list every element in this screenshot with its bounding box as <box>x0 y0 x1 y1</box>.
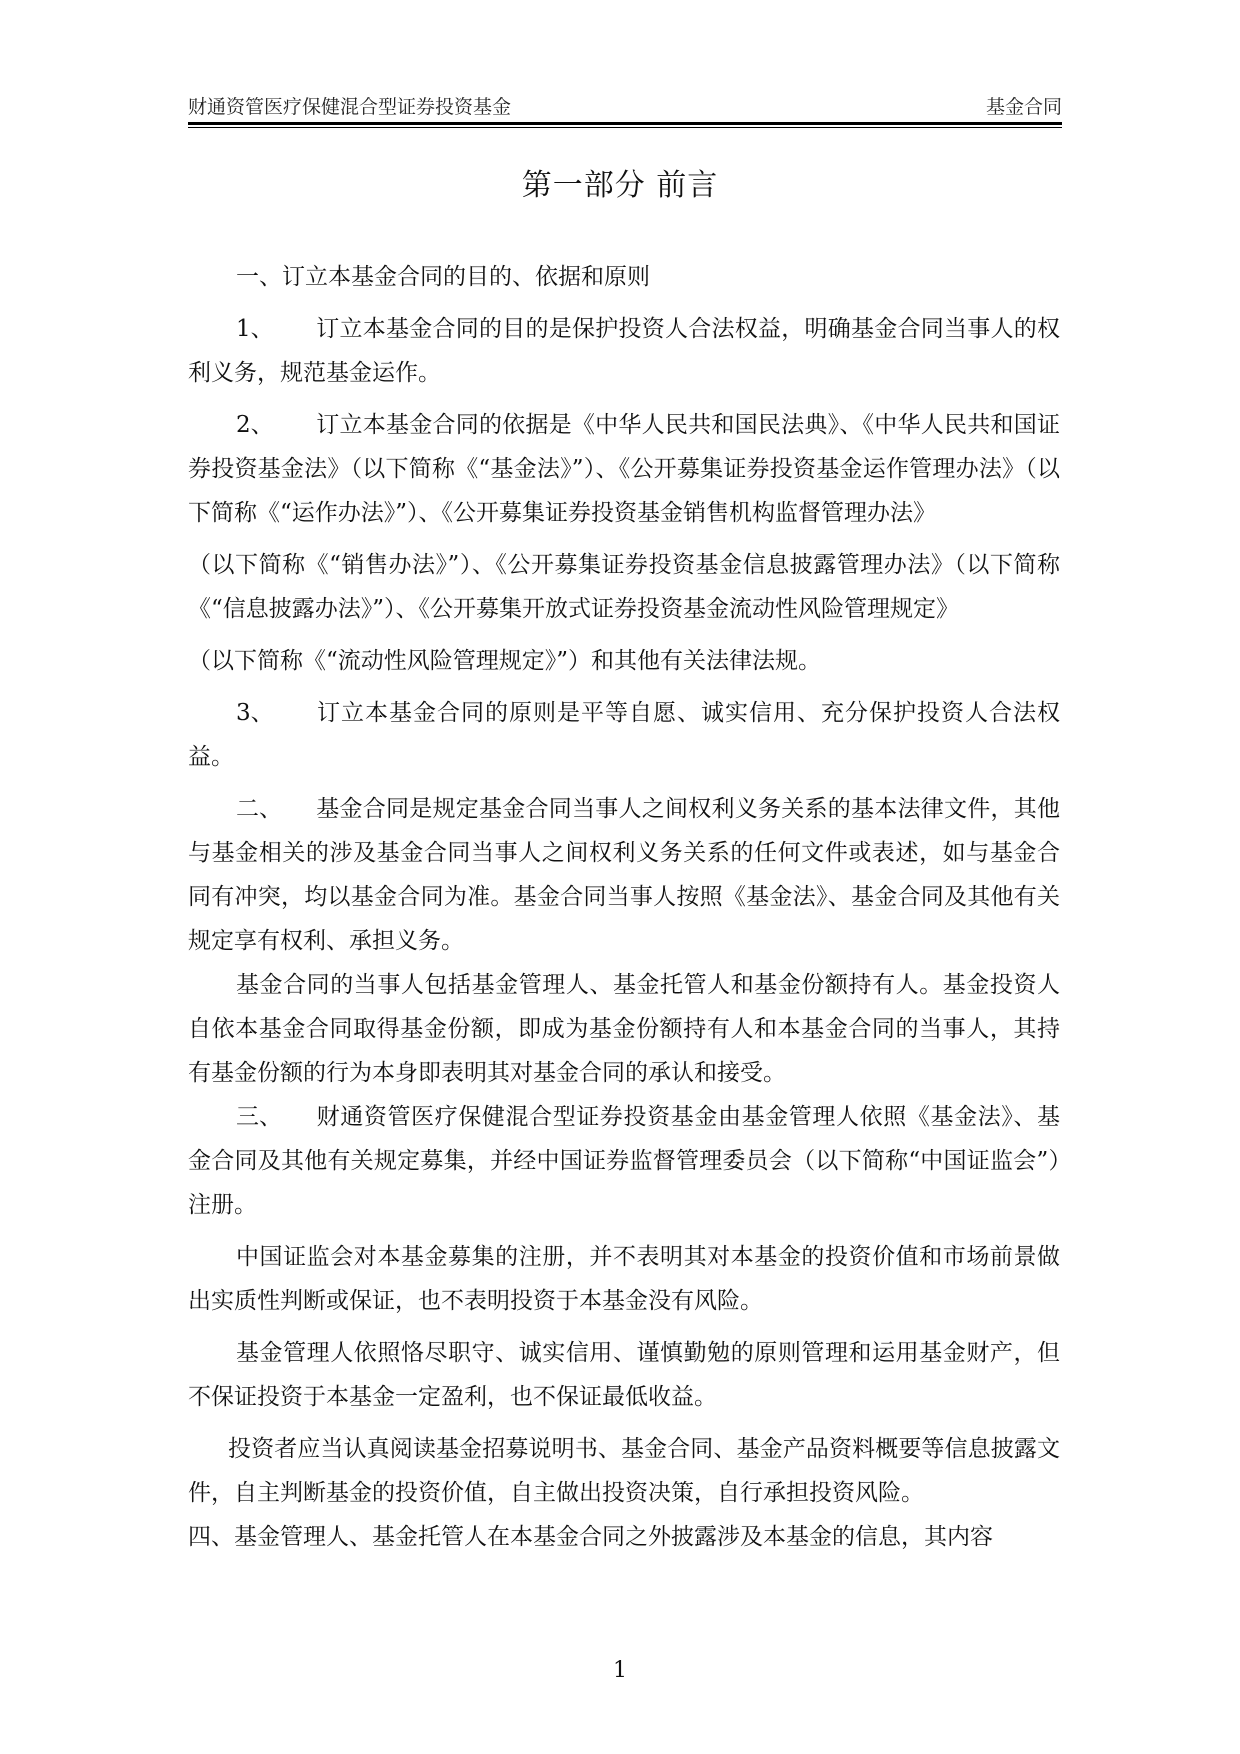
para-contract-basis <box>188 787 1060 963</box>
section-three-number: 三、 <box>236 1104 282 1130</box>
header-rule-thick <box>188 122 1062 125</box>
page-number: 1 <box>613 1658 627 1683</box>
para-parties: 基金合同的当事人包括基金管理人、基金托管人和基金份额持有人。基金投资人自依本基金合同取得基金份额，即成为基金份额持有人和本基金合同的当事人，其持有基金份额的行为本身即表明其对基金合同的承认和接受。 <box>188 972 1060 1086</box>
para-3 <box>188 691 1060 779</box>
para-2-end: （以下简称《“流动性风险管理规定》”）和其他有关法律法规。 <box>188 648 822 674</box>
section-three-text: 财通资管医疗保健混合型证券投资基金由基金管理人依照《基金法》、基金合同及其他有关规定募集，并经中国证券监督管理委员会（以下简称“中国证监会”）注册。 <box>188 1104 1060 1218</box>
para-1-number: 1、 <box>236 316 274 342</box>
heading-disclosure: 四、基金管理人、基金托管人在本基金合同之外披露涉及本基金的信息，其内容 <box>188 1524 993 1550</box>
section-title: 第一部分 前言 <box>521 168 719 203</box>
para-3-text: 订立本基金合同的原则是平等自愿、诚实信用、充分保护投资人合法权益。 <box>188 700 1060 770</box>
para-1-text: 订立本基金合同的目的是保护投资人合法权益，明确基金合同当事人的权利义务，规范基金运作。 <box>188 316 1060 386</box>
section-two-text: 基金合同是规定基金合同当事人之间权利义务关系的基本法律文件，其他与基金相关的涉及基金合同当事人之间权利义务关系的任何文件或表述，如与基金合同有冲突，均以基金合同为准。基金合同当事人按照《基金法》、基金合同及其他有关规定享有权利、承担义务。 <box>188 796 1060 954</box>
para-registration <box>188 1095 1060 1227</box>
para-2 <box>188 403 1060 535</box>
page-header <box>188 88 1062 124</box>
header-fund-name: 财通资管医疗保健混合型证券投资基金 <box>188 96 512 118</box>
para-1 <box>188 307 1060 395</box>
header-doc-type: 基金合同 <box>985 96 1062 118</box>
para-3-number: 3、 <box>236 700 274 726</box>
para-manager-duty: 基金管理人依照恪尽职守、诚实信用、谨慎勤勉的原则管理和运用基金财产，但不保证投资于本基金一定盈利，也不保证最低收益。 <box>188 1340 1060 1410</box>
para-2-continued: （以下简称《“销售办法》”）、《公开募集证券投资基金信息披露管理办法》（以下简称《“信息披露办法》”）、《公开募集开放式证券投资基金流动性风险管理规定》 <box>188 552 1060 622</box>
document-body <box>188 255 1060 1559</box>
header-rule-thin <box>188 127 1062 128</box>
para-investor-notice: 投资者应当认真阅读基金招募说明书、基金合同、基金产品资料概要等信息披露文件，自主判断基金的投资价值，自主做出投资决策，自行承担投资风险。 <box>188 1436 1060 1506</box>
section-two-number: 二、 <box>236 796 282 822</box>
para-csrc-disclaimer: 中国证监会对本基金募集的注册，并不表明其对本基金的投资价值和市场前景做出实质性判断或保证，也不表明投资于本基金没有风险。 <box>188 1244 1060 1314</box>
para-2-text: 订立本基金合同的依据是《中华人民共和国民法典》、《中华人民共和国证券投资基金法》（以下简称《“基金法》”）、《公开募集证券投资基金运作管理办法》（以下简称《“运作办法》”）、《公开募集证券投资基金销售机构监督管理办法》 <box>188 412 1060 526</box>
heading-purpose: 一、订立本基金合同的目的、依据和原则 <box>236 264 650 290</box>
para-2-number: 2、 <box>236 412 274 438</box>
